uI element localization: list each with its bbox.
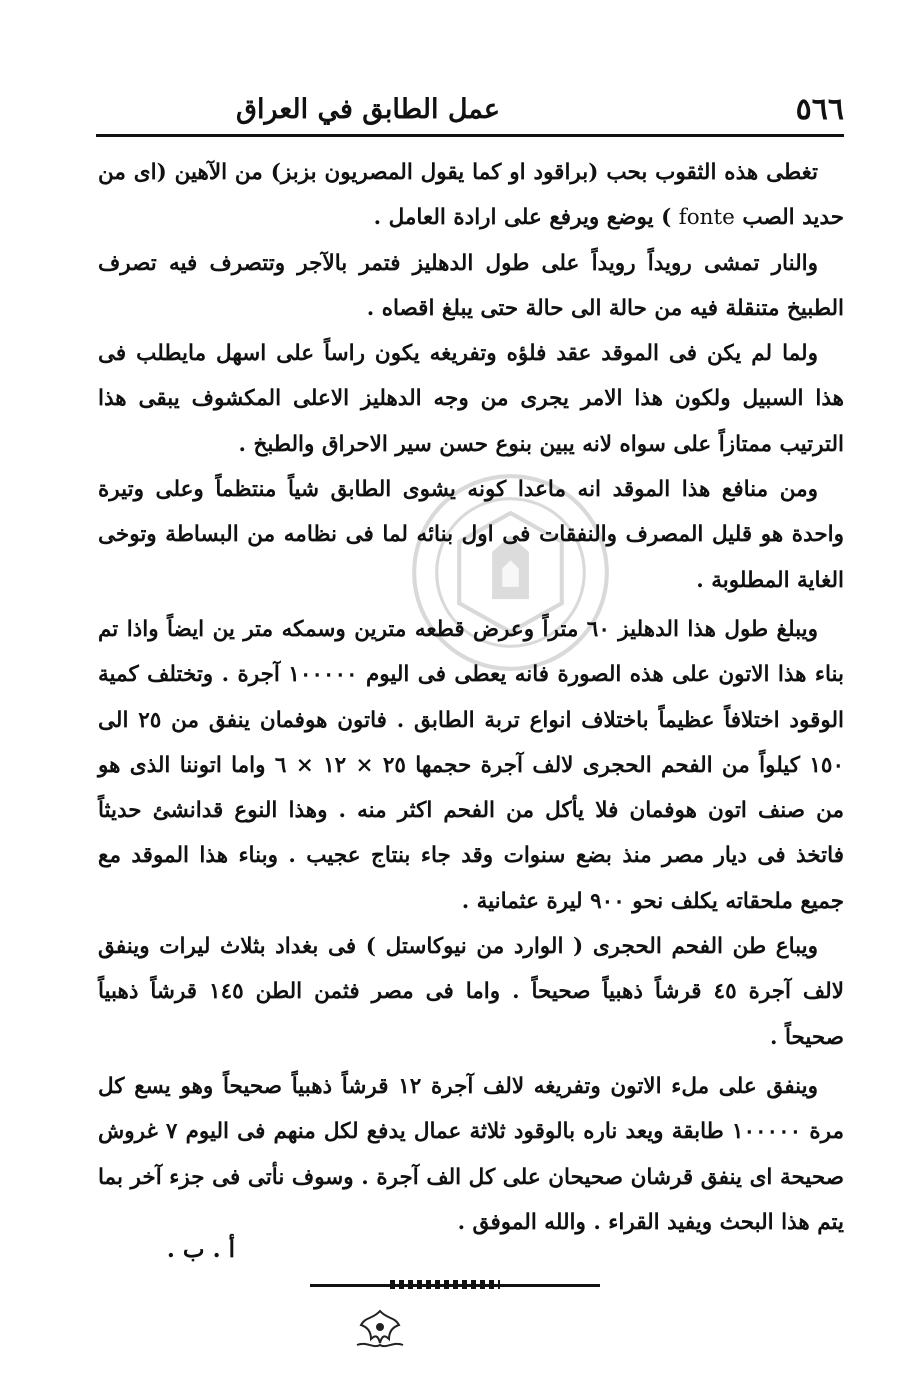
page-header [96, 88, 844, 128]
paragraph-4: ومن منافع هذا الموقد انه ماعدا كونه يشوى الطابق شياً منتظماً وعلى وتيرة واحدة هو قليل المصرف والنفقات فى اول بنائه لما فى نظامه من البساطة وتوخى الغاية المطلوبة . [98, 477, 844, 593]
paragraph-2: والنار تمشى رويداً رويداً على طول الدهليز فتمر بالآجر وتتصرف فيه تصرف الطبيخ متنقلة فيه من حالة الى حالة حتى يبلغ اقصاه . [98, 250, 844, 321]
article-body [98, 150, 844, 1245]
paragraph-6: ويباع طن الفحم الحجرى ( الوارد من نيوكاستل ) فى بغداد بثلاث ليرات وينفق لالف آجرة ٤٥ قرشاً ذهبياً صحيحاً . واما فى مصر فثمن الطن ١٤٥ قرشاً ذهبياً صحيحاً . [98, 934, 844, 1050]
paragraph-1-text-end: ) يوضع ويرفع على ارادة العامل . [373, 205, 672, 231]
paragraph-5: ويبلغ طول هذا الدهليز ٦٠ متراً وعرض قطعه مترين وسمكه متر ين ايضاً واذا تم بناء هذا الاتون على هذه الصورة فانه يعطى فى اليوم ١٠٠٠٠٠ آجرة . وتختلف كمية الوقود اختلافاً عظيماً باختلاف انواع تربة الطابق . فاتون هوفمان ينفق من ٢٥ الى ١٥٠ كيلواً من الفحم الحجرى لالف آجرة حجمها ٢٥ × ١٢ × ٦ واما اتوننا الذى هو من صنف اتون هوفمان فلا يأكل من الفحم اكثر منه . وهذا النوع قدانشئ حديثاً فاتخذ فى ديار مصر منذ بضع سنوات وقد جاء بنتاج عجيب . وبناء هذا الموقد مع جميع ملحقاته يكلف نحو ٩٠٠ ليرة عثمانية . [98, 616, 844, 914]
floral-ornament-icon [345, 1305, 415, 1353]
end-rule-ornament [390, 1280, 500, 1289]
author-signature: أ . ب . [166, 1236, 235, 1263]
page-number: ٥٦٦ [795, 92, 844, 127]
running-title: عمل الطابق في العراق [236, 94, 501, 125]
paragraph-1-text-start: تغطى هذه الثقوب بحب (براقود او كما يقول المصريون بزبز) من الآهين (اى من حديد الصب [98, 160, 844, 231]
paragraph-1 [98, 150, 844, 241]
paragraph-3: ولما لم يكن فى الموقد عقد فلؤه وتفريغه يكون راساً على اسهل مايطلب فى هذا السبيل ولكون هذا الامر يجرى من وجه الدهليز الاعلى المكشوف يبقى هذا الترتيب ممتازاً على سواه لانه يبين بنوع حسن سير الاحراق والطبخ . [98, 341, 844, 457]
paragraph-7: وينفق على ملء الاتون وتفريغه لالف آجرة ١٢ قرشاً ذهبياً صحيحاً وهو يسع كل مرة ١٠٠٠٠٠ طابقة ويعد ناره بالوقود ثلاثة عمال يدفع لكل منهم فى اليوم ٧ غروش صحيحة اى ينفق قرشان صحيحان على كل الف آجرة . وسوف نأتى فى جزء آخر بما يتم هذا البحث ويفيد القراء . والله الموفق . [98, 1073, 844, 1235]
latin-term: fonte [678, 205, 735, 231]
header-rule [96, 134, 844, 137]
